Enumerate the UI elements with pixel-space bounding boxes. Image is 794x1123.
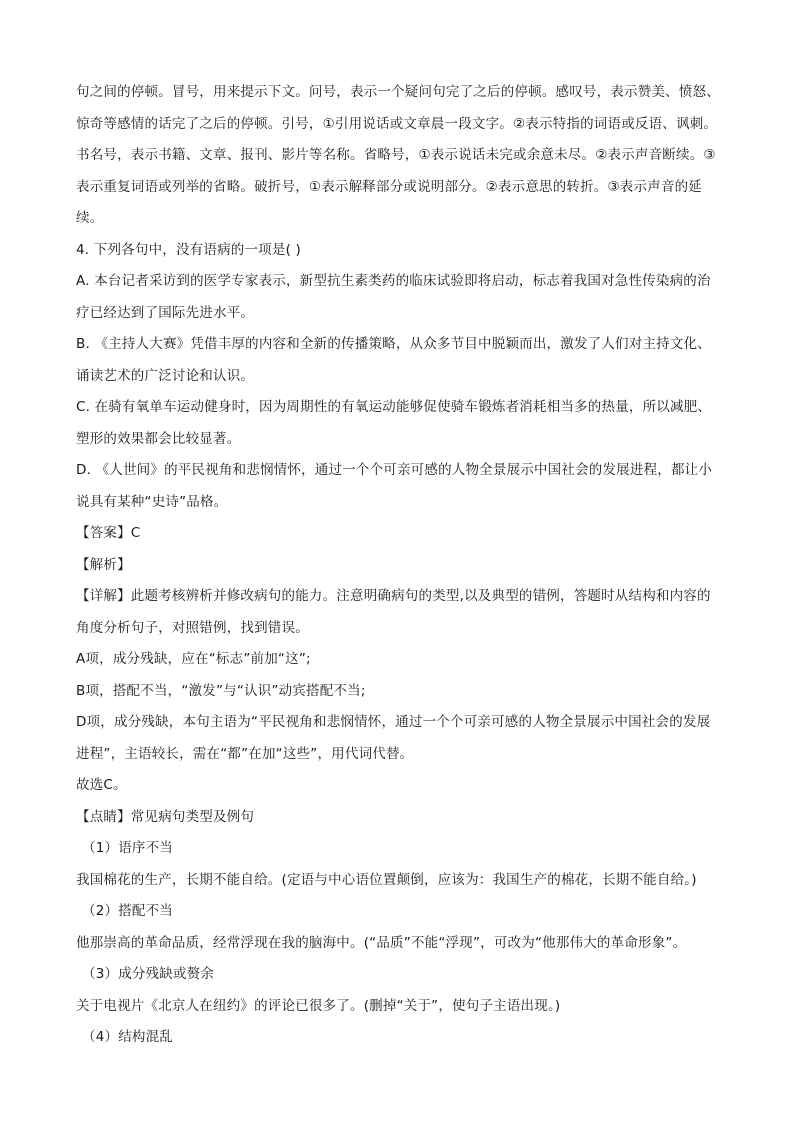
tip-item-heading: （4）结构混乱 xyxy=(82,1029,173,1045)
text-line: 惊奇等感情的话完了之后的停顿。引号，①引用说话或文章晨一段文字。②表示特指的词语或反语、讽刺。 xyxy=(76,115,718,132)
analysis-heading: 【解析】 xyxy=(76,556,131,573)
tip-item-example: 我国棉花的生产，长期不能自给。(定语与中心语位置颠倒，应该为：我国生产的棉花，长期不能自给。) xyxy=(76,871,697,888)
detail-line: 【详解】此题考核辨析并修改病句的能力。注意明确病句的类型,以及典型的错例，答题时从结构和内容的 xyxy=(76,588,711,604)
tip-item-heading: （1）语序不当 xyxy=(82,840,173,856)
tip-item-heading: （2）搭配不当 xyxy=(82,903,173,919)
detail-line: A项，成分残缺，应在“标志”前加“这”; xyxy=(76,651,311,667)
option-c: C. 在骑有氧单车运动健身时，因为周期性的有氧运动能够促使骑车锻炼者消耗相当多的热量，所以减肥、 xyxy=(76,399,712,415)
tips-heading: 【点睛】常见病句类型及例句 xyxy=(76,808,255,825)
detail-line: 角度分析句子，对照错例，找到错误。 xyxy=(76,619,309,636)
option-d-cont: 说具有某种“史诗”品格。 xyxy=(76,493,228,510)
option-c-cont: 塑形的效果都会比较显著。 xyxy=(76,430,241,447)
option-d: D. 《人世间》的平民视角和悲悯情怀，通过一个个可亲可感的人物全景展示中国社会的发展进程，都让小 xyxy=(76,462,713,478)
conclusion-line: 故选C。 xyxy=(76,777,127,793)
text-line: 表示重复词语或列举的省略。破折号，①表示解释部分或说明部分。②表示意思的转折。③表示声音的延 xyxy=(76,178,703,195)
option-a-cont: 疗已经达到了国际先进水平。 xyxy=(76,304,255,321)
question-stem: 4. 下列各句中，没有语病的一项是( ) xyxy=(76,241,301,258)
text-line: 句之间的停顿。冒号，用来提示下文。问号，表示一个疑问句完了之后的停顿。感叹号，表示赞美、愤怒、 xyxy=(76,84,720,100)
detail-line: D项，成分残缺，本句主语为“平民视角和悲悯情怀，通过一个个可亲可感的人物全景展示中国社会的发展 xyxy=(76,714,711,730)
text-line: 书名号，表示书籍、文章、报刊、影片等名称。省略号，①表示说话未完或余意未尽。②表示声音断续。③ xyxy=(76,147,716,163)
detail-line: 进程”，主语较长，需在“都”在加“这些”，用代词代替。 xyxy=(76,745,414,762)
tip-item-example: 他那崇高的革命品质，经常浮现在我的脑海中。(“品质”不能“浮现”，可改为“他那伟大的革命形象”。 xyxy=(76,934,687,951)
option-b-cont: 诵读艺术的广泛讨论和认识。 xyxy=(76,367,255,384)
option-b: B. 《主持人大赛》凭借丰厚的内容和全新的传播策略，从众多节目中脱颖而出，激发了人们对主持文化、 xyxy=(76,336,711,352)
answer-line: 【答案】C xyxy=(76,525,141,541)
tip-item-heading: （3）成分残缺或赘余 xyxy=(82,966,215,982)
option-a: A. 本台记者采访到的医学专家表示，新型抗生素类药的临床试验即将启动，标志着我国对急性传染病的治 xyxy=(76,273,711,289)
tip-item-example: 关于电视片《北京人在纽约》的评论已很多了。(删掉“关于”，使句子主语出现。) xyxy=(76,997,561,1014)
detail-line: B项，搭配不当，“激发”与“认识”动宾搭配不当; xyxy=(76,682,366,699)
text-line: 续。 xyxy=(76,210,104,226)
